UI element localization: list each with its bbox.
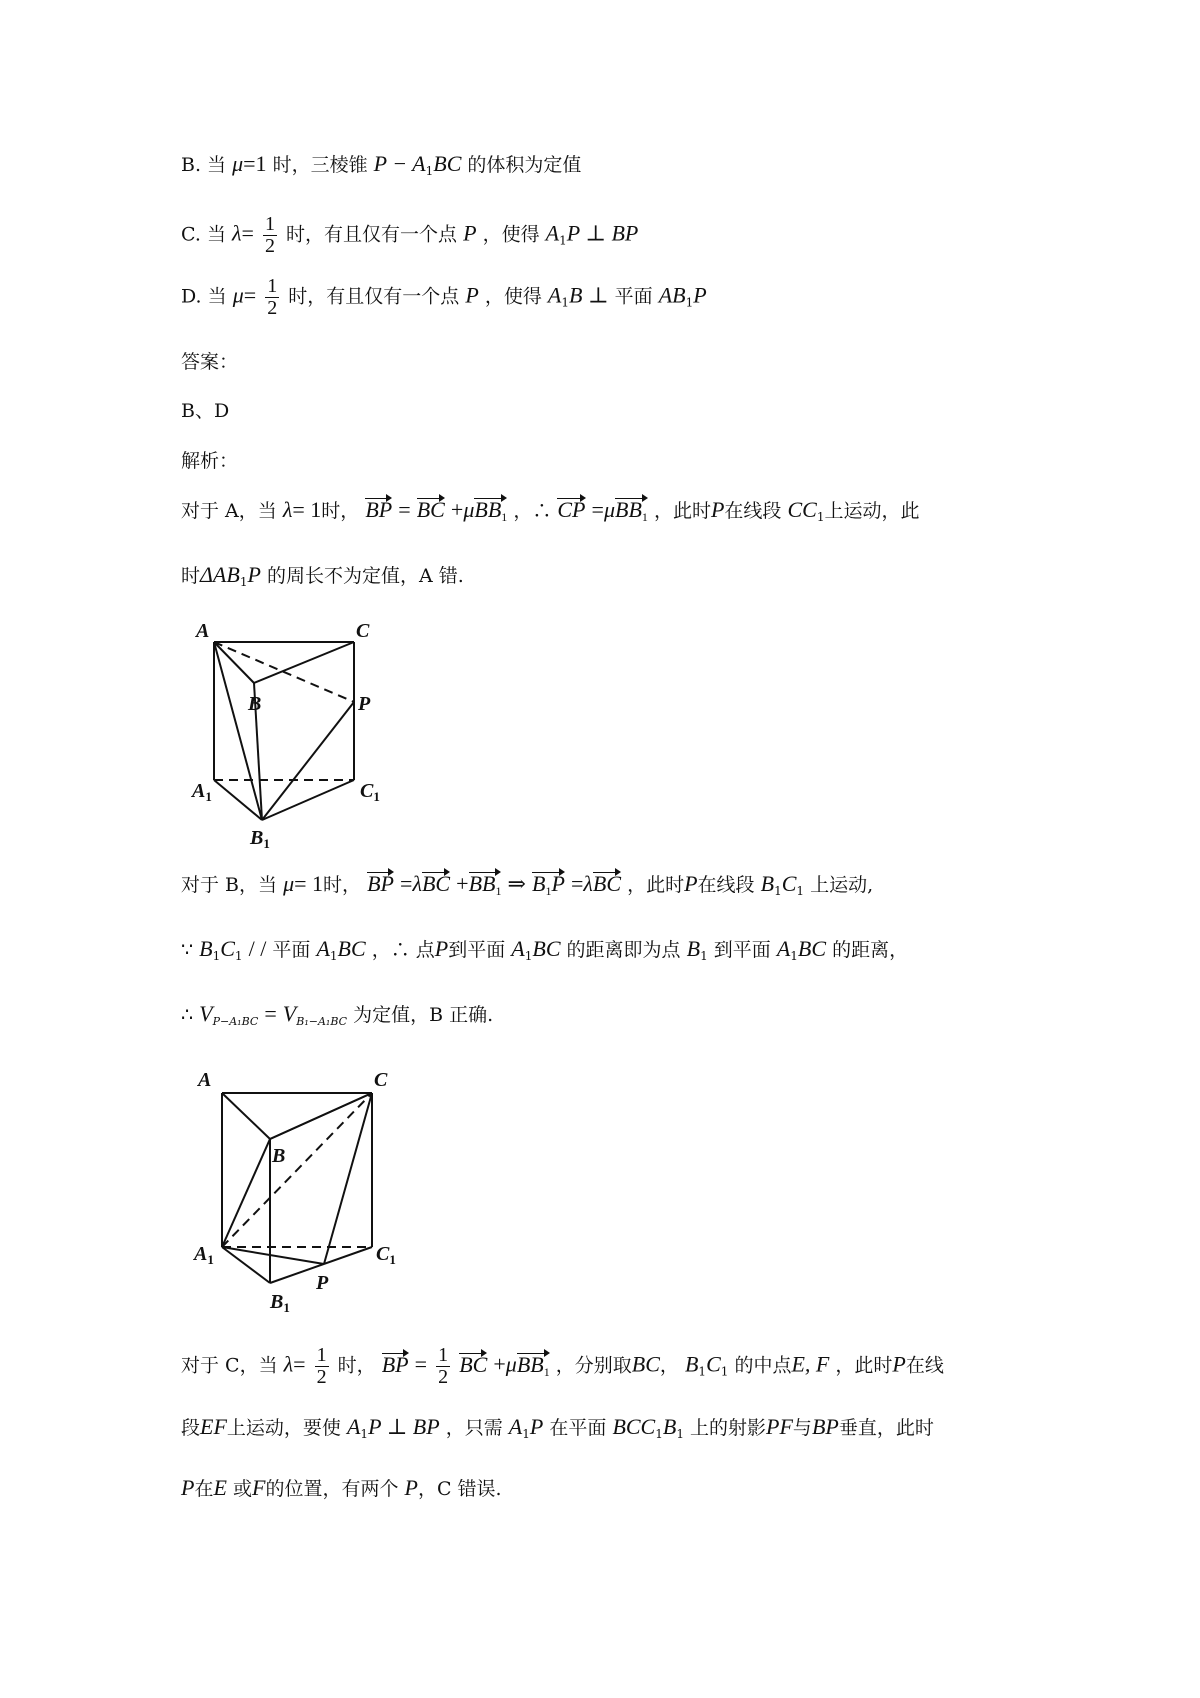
option-b-label: B. 当	[181, 154, 227, 176]
vector: $BB_1$	[516, 1351, 550, 1379]
analysis-b-line-2: ∵ $B_1C_1$ / / 平面 $A_1BC$ ，∴ 点P到平面 $A_1BC$ 的距离即为点 $B_1$ 到平面 $A_1BC$ 的距离，	[181, 936, 909, 963]
fraction: $\frac{1}{2}$	[438, 1344, 449, 1388]
vector: BC	[459, 1351, 488, 1377]
analysis-c-line-3: P在E 或F的位置，有两个 P，C 错误.	[181, 1475, 502, 1500]
vector: BP	[381, 1351, 409, 1377]
option-d: D. 当 μ= $\frac{1}{2}$ 时，有且仅有一个点 P ，使得 $A_1B$ ⊥ 平面 $AB_1P$	[181, 275, 707, 319]
option-c-label: C. 当	[181, 223, 226, 246]
fig1-label-c1: $C_1$	[360, 780, 380, 804]
fig2-label-c1: $C_1$	[376, 1243, 396, 1267]
vector: CP	[557, 497, 586, 522]
fraction: $\frac{1}{2}$	[265, 213, 275, 257]
vector: BC	[416, 497, 445, 522]
vector: BC	[421, 871, 451, 896]
analysis-c-line-2: 段EF上运动，要使 $A_1P$ ⊥ BP ，只需 $A_1P$ 在平面 $BCC_1B_1$ 上的射影PF与BP垂直，此时	[181, 1414, 934, 1441]
prism-figure-1	[186, 610, 386, 855]
answer-value: B、D	[181, 400, 230, 422]
vector: $BB_1$	[474, 497, 508, 524]
analysis-b-line-3: ∴ $V_{P-A_1BC} = V_{B_1-A_1BC}$ 为定值，B 正确.	[181, 1001, 494, 1028]
vector: $BB_1$	[615, 497, 648, 524]
vector: BP	[365, 497, 393, 522]
option-b: B. 当 μ=1 时，三棱锥 $P - A_1BC$ 的体积为定值	[181, 151, 582, 178]
fraction: $\frac{1}{2}$	[267, 275, 278, 319]
fig2-label-a: A	[198, 1069, 212, 1091]
analysis-label: 解析：	[181, 450, 239, 472]
fig2-label-b: B	[272, 1145, 286, 1167]
fig2-label-p: P	[316, 1272, 329, 1294]
fig1-label-b1: $B_1$	[250, 827, 270, 851]
option-d-label: D. 当	[181, 285, 227, 308]
fig2-label-b1: $B_1$	[270, 1291, 290, 1315]
prism-figure-2	[188, 1055, 408, 1315]
fraction: $\frac{1}{2}$	[316, 1344, 327, 1388]
vector: BP	[367, 871, 394, 896]
answer-label: 答案：	[181, 351, 239, 373]
option-c: C. 当 λ= $\frac{1}{2}$ 时，有且仅有一个点 P ，使得 $A_1P$ ⊥ BP	[181, 213, 639, 257]
vector: $BB_1$	[468, 871, 502, 898]
analysis-a-line-1: 对于 A，当 λ= 1时， BP = BC +μBB$_1$ ，∴ CP =μBB$_1$ ，此时P在线段 $CC_1$上运动，此	[181, 497, 920, 524]
fig2-label-a1: $A_1$	[194, 1243, 214, 1267]
fig1-label-a1: $A_1$	[192, 780, 212, 804]
fig1-label-c: C	[356, 620, 370, 642]
vector: BC	[592, 871, 622, 896]
analysis-c-line-1: 对于 C，当 λ= $\frac{1}{2}$ 时， BP = $\frac{1}{2}$ BC +μBB$_1$ ，分别取BC， $B_1C_1$ 的中点E, F ，此时P在线	[181, 1344, 944, 1388]
fig1-label-p: P	[358, 693, 371, 715]
fig1-label-b: B	[248, 693, 262, 715]
fig2-label-c: C	[374, 1069, 388, 1091]
vector: $B_1P$	[532, 871, 565, 898]
analysis-b-line-1: 对于 B，当 μ= 1时， BP $=\lambda BC +BB_1$ ⇒ $B_1P =\lambda BC$ ，此时P在线段 $B_1C_1$ 上运动,	[181, 871, 874, 898]
fig1-label-a: A	[196, 620, 210, 642]
analysis-a-line-2: 时$\Delta AB_1P$ 的周长不为定值，A 错.	[181, 562, 464, 589]
